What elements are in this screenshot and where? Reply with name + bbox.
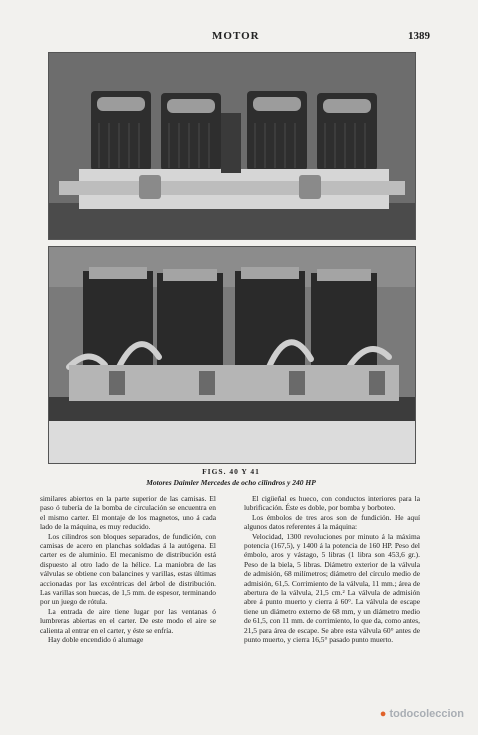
- paragraph: similares abiertos en la parte superior de las camisas. El paso ó tubería de la bomba de circulación se encuentra en el mismo carter. El montaje de los magnetos, uno á cada lado de la máquina, es muy reducido.: [40, 494, 216, 532]
- paragraph: El cigüeñal es hueco, con conductos interiores para la lubrificación. Éste es doble, por bomba y borboteo.: [244, 494, 420, 513]
- figure-label: FIGS. 40 Y 41: [202, 467, 260, 476]
- engine-photo-top: [48, 52, 416, 240]
- text-column-left: [40, 494, 216, 645]
- paragraph: Hay doble encendido ó alumage: [48, 635, 144, 645]
- page-header: [0, 30, 478, 44]
- paragraph: Los cilindros son bloques separados, de fundición, con camisas de acero en planchas soldadas á la autógena. El carter es de aluminio. El mecanismo de distribución está dispuesto al otro lado de la hélice. La maniobra de las válvulas se obtiene con balancines y varillas, estas últimas accionadas por las excéntricas del árbol de distribución. Las varillas son huecas, de 1,5 mm. de espesor, terminando por un juego de rótula.: [40, 531, 216, 607]
- watermark-logo: [380, 708, 464, 720]
- watermark-dot-icon: ●: [379, 708, 387, 720]
- text-column-right: [244, 494, 420, 645]
- engine-photo-bottom: [48, 246, 416, 464]
- paragraph: Los émbolos de tres aros son de fundición. He aquí algunos datos referentes á la máquina:: [244, 512, 420, 532]
- paragraph: La entrada de aire tiene lugar por las ventanas ó lumbreras abiertas en el carter. De este modo el aire se calienta al entrar en el carter, y éste se enfría.: [40, 606, 216, 635]
- paragraph: Velocidad, 1300 revoluciones por minuto á la máxima potencia (167,5), y 1400 á la potencia de 160 HP. Peso del émbolo, aros y vástago, 5 libras (1 libra son 453,6 gr.). Peso de la biela, 5 libras. Diámetro exterior de la válvula de admisión, 68 milímetros; diámetro del círculo medio de admisión, 61,5. Corrimiento de la válvula, 11 mm.; área de abertura de la válvula, 21,5 cm.² La válvula de admisión abre á punto muerto y cierra á 60°. La válvula de escape tiene un diámetro externo de 68 mm, y un diámetro medio de 61,5, con 11 mm. de corrimiento, lo que da, como antes, 21,5 para área de escape. Se abre esta válvula 60° antes de punto muerto, y cierra 16,5° pasado punto muerto.: [244, 531, 420, 645]
- figure-caption: Motores Daimler Mercedes de ocho cilindros y 240 HP: [146, 478, 316, 487]
- running-title: MOTOR: [212, 30, 260, 42]
- page-number: 1389: [408, 30, 430, 42]
- watermark-text: todocoleccion: [389, 708, 464, 720]
